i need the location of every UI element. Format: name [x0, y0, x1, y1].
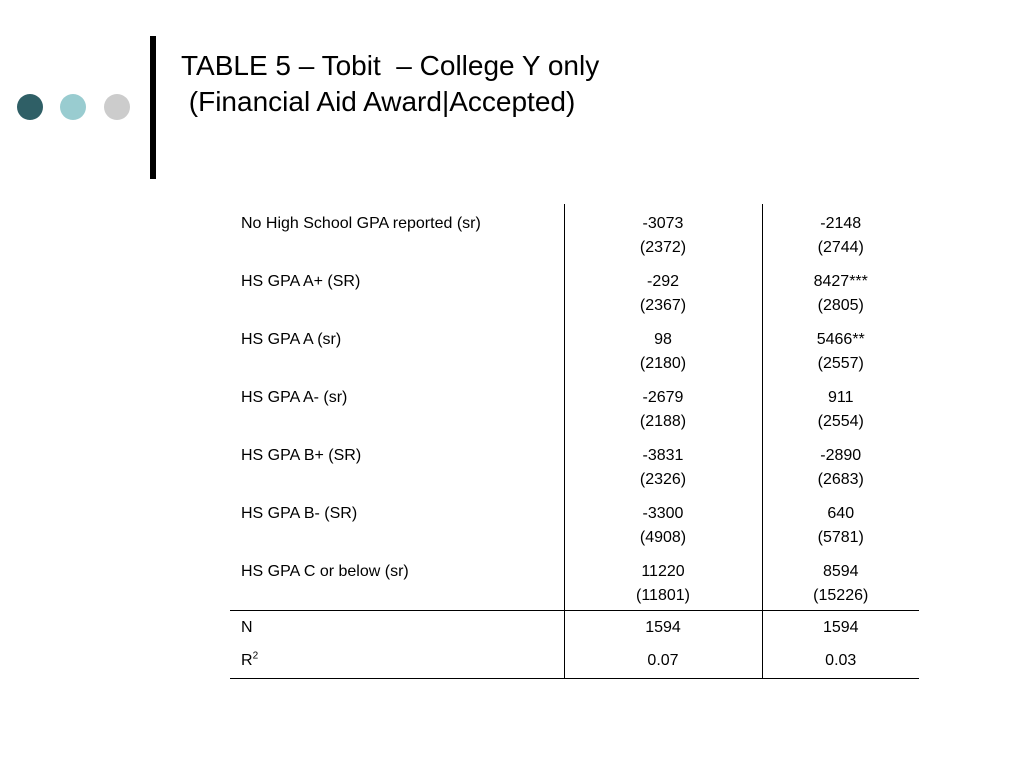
table-row [230, 378, 919, 436]
standard-error: (2805) [817, 297, 864, 314]
slide-title-line2: (Financial Aid Award|Accepted) [181, 86, 576, 117]
coefficient: 640 [827, 505, 855, 522]
col2-cell [762, 262, 919, 320]
standard-error: (2372) [639, 239, 687, 256]
table-row [230, 436, 919, 494]
table-row [230, 262, 919, 320]
row-label-n: N [241, 618, 253, 636]
standard-error: (2683) [817, 471, 864, 488]
standard-error: (15226) [813, 587, 869, 604]
standard-error: (2744) [817, 239, 864, 256]
coefficient: 98 [654, 331, 672, 348]
r2-col2: 0.03 [762, 644, 919, 678]
col1-cell [564, 262, 762, 320]
row-label: HS GPA C or below (sr) [230, 552, 564, 610]
col2-cell [762, 494, 919, 552]
standard-error: (2188) [639, 413, 687, 430]
coefficient: -3073 [642, 215, 684, 232]
col1-cell [564, 320, 762, 378]
table-row [230, 320, 919, 378]
coefficient: -2148 [820, 215, 862, 232]
coefficient: 5466** [816, 331, 865, 348]
r2-superscript: 2 [252, 650, 259, 662]
table-row-r2 [230, 644, 919, 678]
coefficient: -3831 [642, 447, 684, 464]
row-label: HS GPA B+ (SR) [241, 447, 362, 464]
row-label: HS GPA A- (sr) [241, 389, 348, 406]
results-table [230, 204, 919, 679]
standard-error: (4908) [639, 529, 687, 546]
col2-cell [762, 204, 919, 262]
decorative-dot-light [60, 94, 86, 120]
slide-title [181, 48, 599, 120]
r2-col1: 0.07 [564, 644, 762, 678]
decorative-dot-dark [17, 94, 43, 120]
table-row-n [230, 610, 919, 644]
coefficient: -292 [646, 273, 680, 290]
r2-label: R [241, 652, 253, 669]
coefficient: 11220 [641, 563, 685, 580]
row-label: No High School GPA reported (sr) [241, 215, 481, 232]
coefficient: 911 [827, 389, 854, 406]
coefficient: -2679 [642, 389, 684, 406]
row-label-r2 [230, 644, 564, 678]
standard-error: (11801) [636, 587, 690, 604]
table-row [230, 204, 919, 262]
table-row [230, 552, 919, 610]
standard-error: (5781) [817, 529, 864, 546]
coefficient: 8594 [822, 563, 859, 580]
standard-error: (2326) [639, 471, 687, 488]
standard-error: (2554) [817, 413, 864, 430]
row-label: HS GPA B- (SR) [241, 505, 358, 522]
decorative-dot-gray [104, 94, 130, 120]
col2-cell [762, 378, 919, 436]
standard-error: (2367) [639, 297, 687, 314]
title-divider-bar [150, 36, 156, 179]
standard-error: (2180) [639, 355, 687, 372]
col2-cell [762, 320, 919, 378]
col1-cell [564, 436, 762, 494]
standard-error: (2557) [817, 355, 864, 372]
col2-cell [762, 552, 919, 610]
col2-cell [762, 436, 919, 494]
coefficient: -3300 [642, 505, 684, 522]
coefficient: 8427*** [813, 273, 868, 290]
col1-cell [564, 378, 762, 436]
table-row [230, 494, 919, 552]
n-col1: 1594 [564, 610, 762, 644]
col1-cell [564, 494, 762, 552]
col1-cell [564, 552, 762, 610]
row-label: HS GPA A+ (SR) [241, 273, 361, 290]
slide-title-line1: TABLE 5 – Tobit – College Y only [181, 50, 600, 81]
row-label: HS GPA A (sr) [241, 331, 342, 348]
coefficient: -2890 [820, 447, 862, 464]
col1-cell [564, 204, 762, 262]
n-col2: 1594 [822, 618, 859, 636]
